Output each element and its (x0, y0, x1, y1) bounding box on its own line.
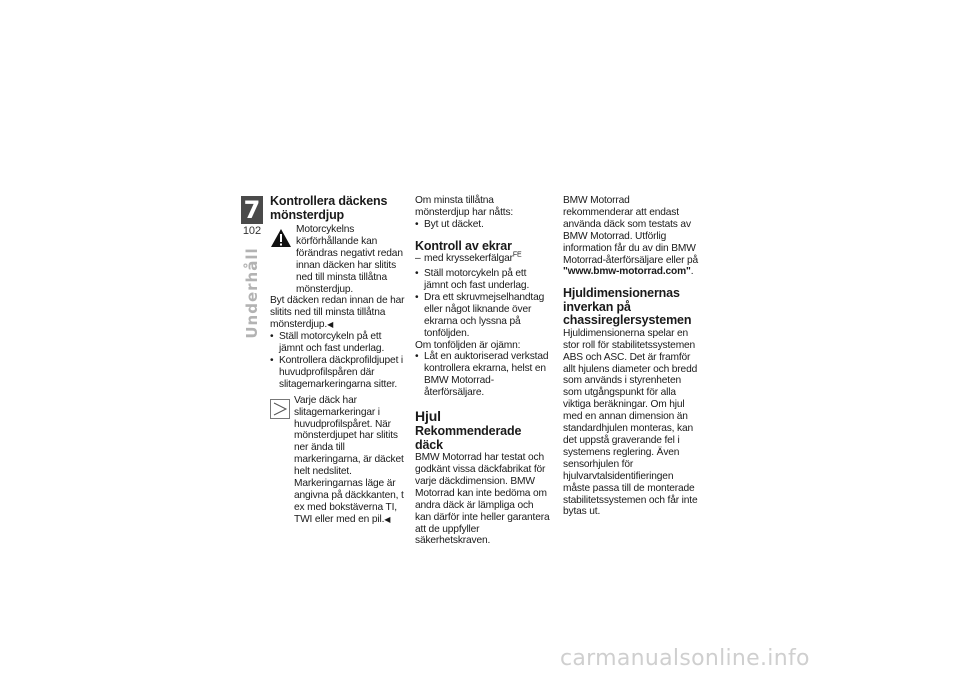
section-tab (236, 235, 268, 350)
wheel-dimensions-text: Hjuldimensionerna spelar en stor roll för stabilitetssystemen ABS och ASC. Det är framför allt hjulens diameter och bredd som används i styrenheten som utgångspunkt för alla viktiga beräkningar. Om hjul med en annan dimension än standardhjulen monteras, kan det uppstå graverande fel i systemens reglering. Även sensorhjulen för hjulvarvtalsidentifieringen måste passa till de monterade stabilitetssystemen och får inte bytas ut. (563, 327, 698, 518)
list-item: • Byt ut däcket. (415, 219, 550, 231)
heading-recommended-tyres: Rekommenderade däck (415, 424, 522, 452)
heading-tread-depth (270, 195, 408, 222)
warning-block (270, 224, 408, 295)
chapter-number: 7 (241, 196, 263, 224)
watermark: carmanualsonline.info (560, 646, 810, 671)
uneven-tone-text: Om tonföljden är ojämn: (415, 339, 521, 351)
column-1 (270, 195, 408, 526)
list-item: • Ställ motorcykeln på ett jämnt och fast underlag. (415, 268, 550, 292)
min-depth-intro: Om minsta tillåtna mönsterdjup har nåtts: (415, 195, 514, 218)
warning-text-2: Byt däcken redan innan de har slitits ned till minsta tillåtna mönsterdjup.◀ (270, 295, 405, 331)
end-mark: ◀ (384, 514, 391, 524)
warning-triangle-icon (270, 228, 292, 248)
note-text: Varje däck har slitagemarkeringar i huvudprofilspåret. När mönsterdjupet har slitits ner ända till markeringarna, är däcket helt nedslitet. Markeringarnas läge är angivna på däckkanten, t ex med bokstäverna TI, TWI eller med en pil.◀ (294, 394, 404, 525)
recommended-tyres-text: BMW Motorrad har testat och godkänt vissa däckfabrikat för varje däckdimension. BMW Motorrad kan inte bedöma om andra däck är lämpliga och kan därför inte heller garantera att de uppfyller säkerhetskraven. (415, 452, 550, 547)
heading-tread-depth-line2: mönsterdjup (270, 207, 345, 222)
website-link[interactable]: "www.bmw-motorrad.com" (563, 266, 691, 278)
column-2 (415, 195, 550, 547)
heading-tread-depth-line1: Kontrollera däckens (270, 194, 388, 208)
column-3 (563, 195, 701, 518)
heading-wheels: Hjul (415, 408, 441, 425)
note-triangle-icon (270, 399, 290, 419)
list-item: • Kontrollera däckprofildjupet i huvudprofilspåren där slitagemarkeringarna sitter. (270, 355, 408, 391)
end-mark: ◀ (327, 320, 334, 330)
section-tab-label: Underhåll (243, 246, 261, 339)
spoke-wheel-condition: – med kryssekerfälgar$^{FE}$ (415, 253, 550, 265)
list-item: • Ställ motorcykeln på ett jämnt och fast underlag. (270, 331, 408, 355)
warning-text: Motorcykelns körförhållande kan förändras negativt redan innan däcken har slitits ned till minsta tillåtna mönsterdjup. (296, 224, 403, 295)
page-number: 102 (242, 225, 262, 237)
recommendation-text: BMW Motorrad rekommenderar att endast använda däck som testats av BMW Motorrad. Utförlig information får du av din BMW Motorrad-återförsäljare eller på "www.bmw-motorrad.com". (563, 195, 699, 278)
heading-spokes: Kontroll av ekrar (415, 238, 512, 253)
note-block (270, 395, 408, 526)
fe-superscript: FE (512, 251, 522, 259)
list-item: • Låt en auktoriserad verkstad kontrollera ekrarna, helst en BMW Motorrad-återförsäljare. (415, 351, 550, 399)
heading-wheel-dimensions: Hjuldimensionernas inverkan på chassireglersystemen (563, 286, 692, 328)
list-item: • Dra ett skruvmejselhandtag eller något liknande över ekrarna och lyssna på tonföljden. (415, 292, 550, 340)
